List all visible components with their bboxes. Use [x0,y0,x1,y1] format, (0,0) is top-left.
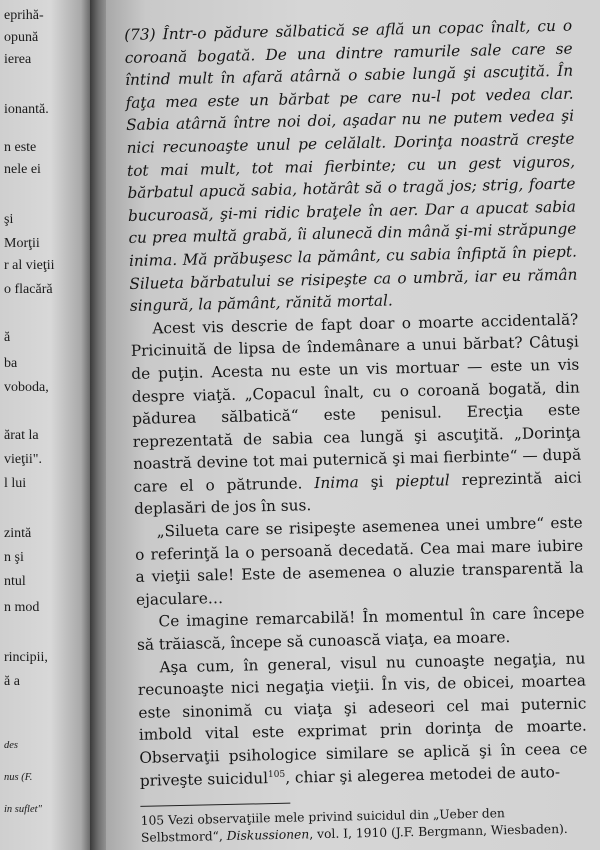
footnote-text: 105 Vezi observaţiile mele privind suicidul din „Ueber den Selbstmord“, [140,806,506,846]
left-page-fragment: eprihă- [4,8,44,23]
paragraph-remarkable: Ce imagine remarcabilă! În momentul în care începe să trăiască, începe să cunoască viaţa, ea moare. [136,603,585,654]
left-page-fragment: şi [4,212,14,227]
paragraph-text: Acest vis descrie de fapt doar o moarte accidentală? Pricinuită de lipsa de îndemânare a unui bărbat? Câtuşi de puţin. Acesta nu este un vis mortuar — este un vis despre viaţă. „Copacul înalt, cu o coroană bogată, din pădurea sălbatică“ este penisul. Erecţia este reprezentată de sabia cea lungă şi ascuţită. „Dorinţa noastră devine tot mai puternică şi mai fierbinte“ — după care el o pătrunde. [130,310,582,496]
left-page-edge [0,0,92,850]
footnote-marker: 105 [267,769,286,780]
left-page-fragment: ărat la [4,428,39,443]
page-body [124,15,589,847]
left-page-fragment: opună [4,30,39,45]
left-page-fragment: o flacără [4,282,53,297]
left-page-fragment: Morţii [4,236,40,251]
paragraph-text: reprezintă aici deplasări de jos în sus. [133,468,582,519]
left-page-fragment: l lui [4,476,27,491]
dream-text: Într-o pădure sălbatică se află un copac înalt, cu o coroană bogată. De una dintre ramurile sale care se întind mult în afară atârnă o sabie lungă şi ascuţită. În faţa mea este un bărbat pe care nu-l pot vedea clar. Sabia atârnă între noi doi, aşadar nu ne putem vedea şi nici recunoaşte unul pe celălalt. Dorinţa noastră creşte tot mai mult, tot mai fierbinte; cu un gest viguros, bărbatul apucă sabia, hotărât să o tragă jos; strig, foarte bucuroasă, şi-mi ridic braţele în aer. Dar a apucat sabia cu prea multă grabă, îi alunecă din mână şi-mi străpunge inima. Mă prăbuşesc la pământ, cu sabia înfiptă în piept. Silueta bărbatului se risipeşte ca o umbră, iar eu rămân singură, la pământ, rănită mortal. [124,16,578,316]
paragraph-interpretation [130,308,582,521]
left-page-fragment: r al vieţii [4,258,55,273]
footnote [141,804,590,847]
right-page [106,0,600,850]
left-page-fragment: ierea [4,52,32,67]
left-page-fragment: ionantă. [4,102,49,117]
dream-paragraph [124,15,578,318]
left-page-fragment: nele ei [4,162,41,177]
dream-number: (73) [124,25,156,44]
paragraph-text: şi [358,472,396,492]
left-page-fragment: n mod [4,600,40,615]
paragraph-silhouette: „Silueta care se risipeşte asemenea unei umbre“ este o referinţă la o persoană decedată. Cea mai mare iubire a vieţii sale! Este de asemenea o aluzie transparentă la ejaculare… [134,513,584,609]
left-page-fragment: in suflet" [4,804,42,815]
paragraph-text: Aşa cum, în general, visul nu cunoaşte negaţia, nu recunoaşte nici negaţia vieţii. În vis, de obicei, moartea este sinonimă cu viaţa şi adeseori cel mai puternic imbold vital este exprimat prin dorinţa de moarte. Observaţii psihologice similare se aplică şi în ceea ce priveşte suicidul [137,649,588,790]
left-page-fragment: zintă [4,526,32,541]
left-page-fragment: ba [4,356,18,371]
left-page-fragment: des [4,740,18,751]
footnote-text: , vol. I, 1910 (J.F. Bergmann, Wiesbaden). [309,822,568,842]
left-page-fragment: n este [4,140,37,155]
paragraph-text: , chiar şi alegerea metodei de auto- [285,762,561,787]
left-page-fragment: n şi [4,550,24,565]
left-page-fragment: ntul [4,574,26,589]
left-page-fragment: ă [4,330,11,345]
paragraph-negation [137,647,588,792]
emphasis-pieptul: pieptul [395,471,450,491]
left-page-fragment: nus (F. [4,772,33,783]
left-page-fragment: rincipii, [4,650,48,665]
left-page-fragment: voboda, [4,380,49,395]
footnote-rule [140,803,290,807]
footnote-italic: Diskussionen [226,827,310,844]
left-page-fragment: vieţii". [4,452,42,467]
left-page-fragment: ă a [4,674,20,689]
emphasis-inima: Inima [314,473,359,492]
